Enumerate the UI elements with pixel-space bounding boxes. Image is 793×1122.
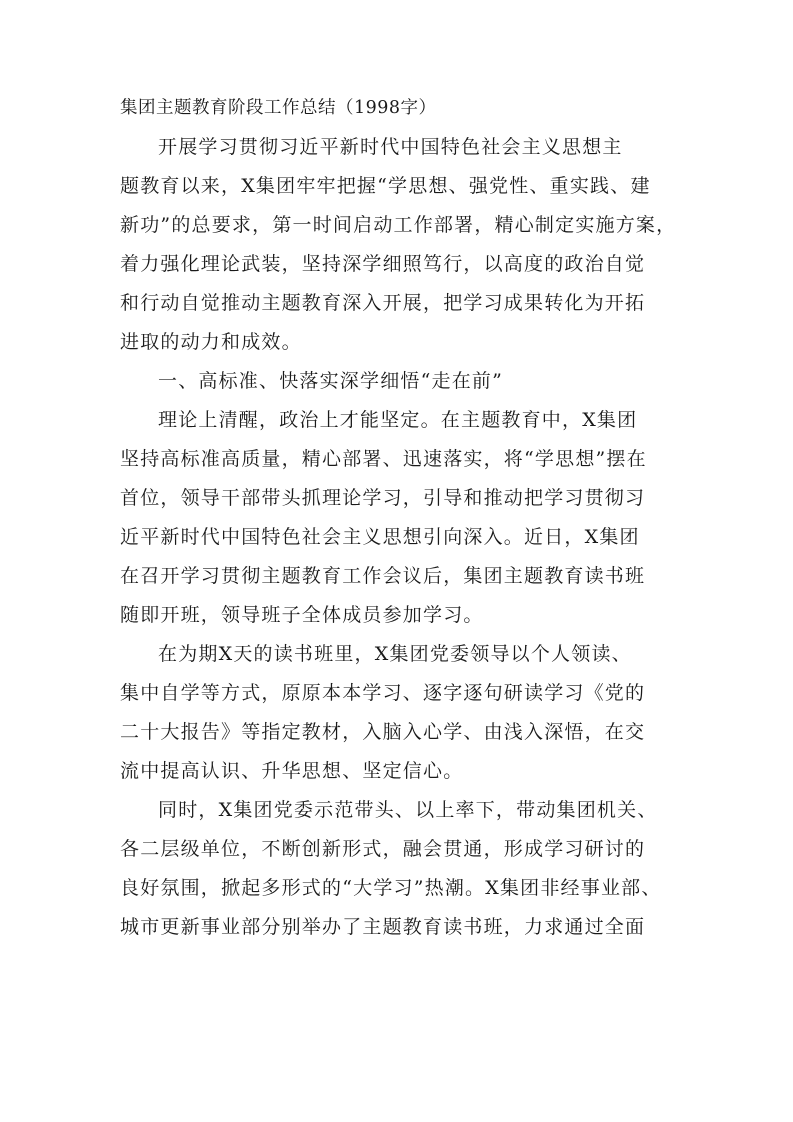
paragraph-line: 进取的动力和成效。 xyxy=(120,331,302,353)
paragraph-line: 开展学习贯彻习近平新时代中国特色社会主义思想主 xyxy=(158,136,623,158)
paragraph-line: 集中自学等方式，原原本本学习、逐字逐句研读学习《党的 xyxy=(120,682,646,704)
document-title: 集团主题教育阶段工作总结（1998字） xyxy=(120,98,437,118)
paragraph-line: 良好氛围，掀起多形式的“大学习”热潮。X集团非经事业部、 xyxy=(120,877,662,899)
section-heading xyxy=(120,362,680,401)
paragraph-line: 理论上清醒，政治上才能坚定。在主题教育中，X集团 xyxy=(158,409,638,431)
paragraph-line: 近平新时代中国特色社会主义思想引向深入。近日，X集团 xyxy=(120,526,640,548)
paragraph-line: 二十大报告》等指定教材，入脑入心学、由浅入深悟，在交 xyxy=(120,721,646,743)
paragraph-line: 各二层级单位，不断创新形式，融会贯通，形成学习研讨的 xyxy=(120,838,646,860)
paragraph-line: 题教育以来，X集团牢牢把握“学思想、强党性、重实践、建 xyxy=(120,175,651,197)
heading-line: 一、高标准、快落实深学细悟“走在前” xyxy=(158,370,504,392)
section-paragraph-2 xyxy=(120,635,680,791)
paragraph-line: 同时，X集团党委示范带头、以上率下，带动集团机关、 xyxy=(158,799,658,821)
paragraph-line: 首位，领导干部带头抓理论学习，引导和推动把学习贯彻习 xyxy=(120,487,646,509)
document-page xyxy=(120,88,680,947)
paragraph-line: 坚持高标准高质量，精心部署、迅速落实，将“学思想”摆在 xyxy=(120,448,647,470)
paragraph-line: 随即开班，领导班子全体成员参加学习。 xyxy=(120,604,484,626)
paragraph-line: 新功”的总要求，第一时间启动工作部署，精心制定实施方案， xyxy=(120,214,677,236)
paragraph-line: 在为期X天的读书班里，X集团党委领导以个人领读、 xyxy=(158,643,632,665)
intro-paragraph xyxy=(120,128,680,362)
section-paragraph-3 xyxy=(120,791,680,947)
section-paragraph-1 xyxy=(120,401,680,635)
paragraph-line: 在召开学习贯彻主题教育工作会议后，集团主题教育读书班 xyxy=(120,565,646,587)
paragraph-line: 流中提高认识、升华思想、坚定信心。 xyxy=(120,760,464,782)
paragraph-line: 着力强化理论武装，坚持深学细照笃行，以高度的政治自觉 xyxy=(120,253,646,275)
paragraph-line: 和行动自觉推动主题教育深入开展，把学习成果转化为开拓 xyxy=(120,292,646,314)
paragraph-line: 城市更新事业部分别举办了主题教育读书班，力求通过全面 xyxy=(120,916,646,938)
